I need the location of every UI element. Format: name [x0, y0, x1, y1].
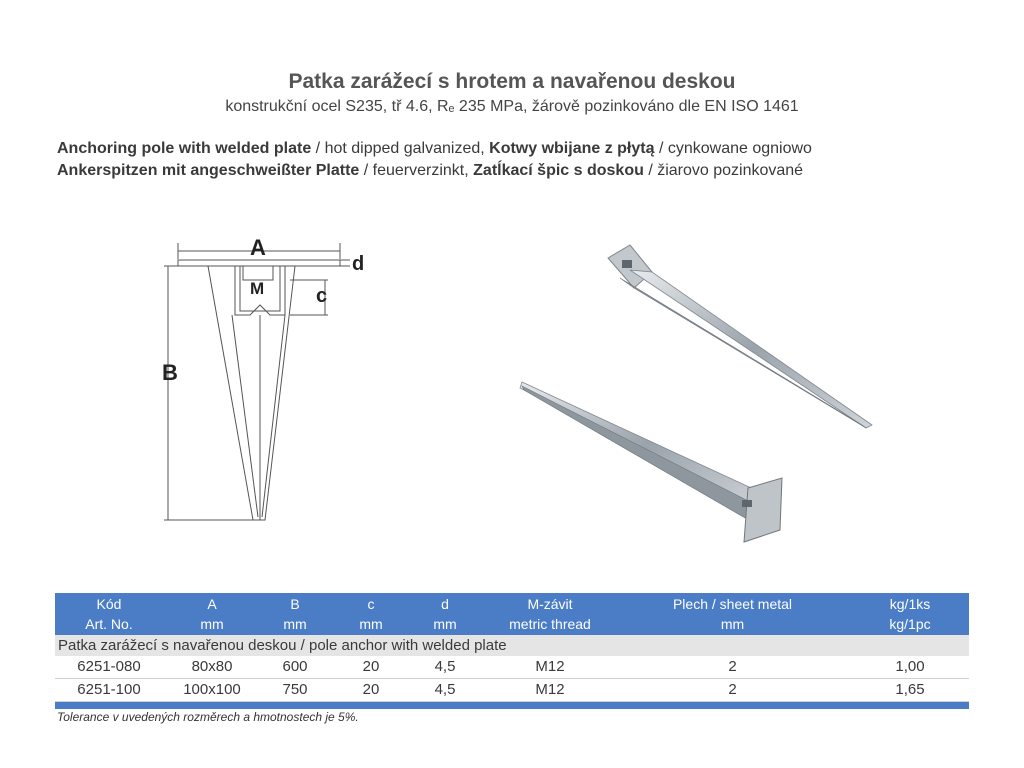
- technical-drawing: [150, 225, 380, 530]
- header-c: c mm: [359, 596, 383, 632]
- cell-thread: M12: [535, 658, 565, 675]
- header-thread: M-závit metric thread: [509, 596, 591, 632]
- header-a: A mm: [200, 596, 224, 632]
- cell-thread: M12: [535, 681, 565, 698]
- cell-weight: 1,65: [895, 681, 925, 698]
- table-header: [55, 593, 969, 635]
- header-d: d mm: [433, 596, 457, 632]
- cell-c: 20: [362, 681, 380, 698]
- desc-sk-name: Zatĺkací špic s doskou: [473, 162, 644, 179]
- desc-de-name: Ankerspitzen mit angeschweißter Platte: [57, 162, 360, 179]
- label-b: B: [162, 360, 178, 385]
- product-photo: [510, 230, 880, 550]
- cell-d: 4,5: [434, 681, 456, 698]
- nut: [243, 266, 273, 280]
- cell-a: 80x80: [191, 658, 233, 675]
- label-d: d: [352, 253, 365, 275]
- cell-b: 600: [282, 658, 308, 675]
- desc-sk-text: / žiarovo pozinkované: [643, 162, 804, 179]
- header-code: Kód Art. No.: [85, 596, 133, 632]
- label-m: M: [250, 279, 265, 298]
- cell-d: 4,5: [434, 658, 456, 675]
- desc-pl-name: Kotwy wbijane z płytą: [489, 140, 655, 157]
- page-subtitle: konstrukční ocel S235, tř 4.6, Rₑ 235 MPa, žárově pozinkováno dle EN ISO 1461: [225, 98, 799, 115]
- header-sheet-metal: Plech / sheet metal mm: [672, 596, 793, 632]
- table-section-label: Patka zarážecí s navařenou deskou / pole anchor with welded plate: [55, 635, 969, 656]
- product-table: [55, 593, 969, 709]
- desc-de-text: / feuerverzinkt,: [359, 162, 474, 179]
- cell-b: 750: [282, 681, 308, 698]
- desc-pl-text: / cynkowane ogniowo: [654, 140, 812, 157]
- label-a: A: [250, 235, 266, 260]
- cell-sheet-metal: 2: [728, 658, 737, 675]
- cell-c: 20: [362, 658, 380, 675]
- cell-weight: 1,00: [895, 658, 925, 675]
- spike-outline: [208, 266, 295, 520]
- cell-a: 100x100: [183, 681, 241, 698]
- page-title: Patka zarážecí s hrotem a navařenou deskou: [288, 70, 736, 93]
- tolerance-note: Tolerance v uvedených rozměrech a hmotnostech je 5%.: [57, 710, 359, 724]
- cell-code: 6251-100: [77, 681, 141, 698]
- table-row: [55, 679, 969, 702]
- desc-en-text: / hot dipped galvanized,: [311, 140, 490, 157]
- description-line-2: [57, 162, 803, 180]
- cell-sheet-metal: 2: [728, 681, 737, 698]
- desc-en-name: Anchoring pole with welded plate: [57, 140, 312, 157]
- cell-code: 6251-080: [77, 658, 141, 675]
- table-row: [55, 656, 969, 679]
- base-plate: [178, 260, 340, 266]
- header-b: B mm: [283, 596, 307, 632]
- table-bottom-bar: [55, 702, 969, 709]
- spike-upper: [608, 245, 872, 428]
- spike-lower: [520, 382, 782, 542]
- description-line-1: [57, 140, 812, 158]
- label-c: c: [316, 285, 328, 307]
- header-weight: kg/1ks kg/1pc: [889, 596, 931, 632]
